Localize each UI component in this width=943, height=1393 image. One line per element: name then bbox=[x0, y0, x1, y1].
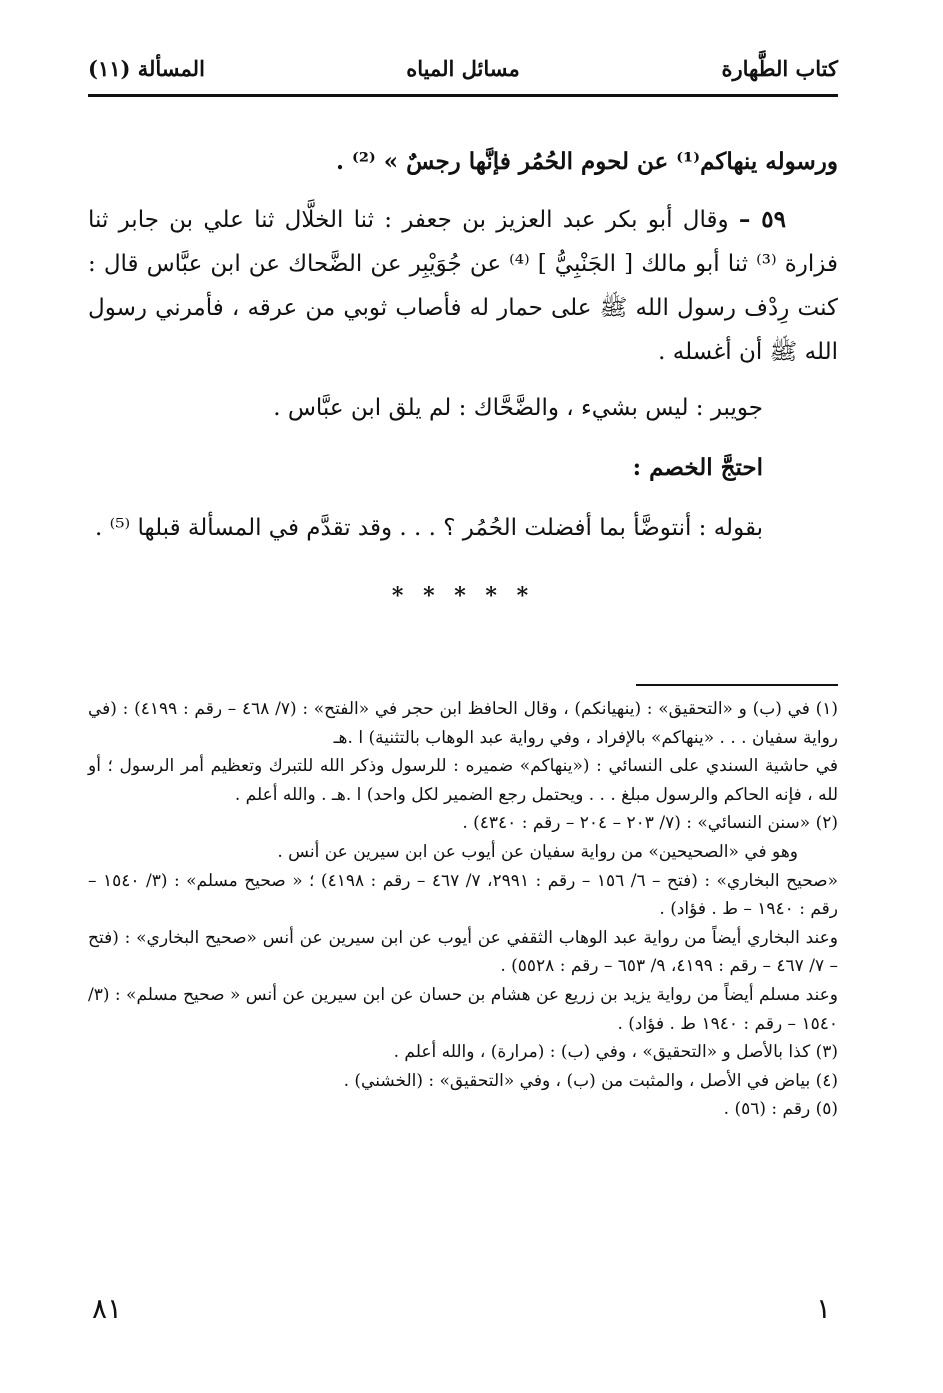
footnote-2-line: وهو في «الصحيحين» من رواية سفيان عن أيوب عن ابن سيرين عن أنس . bbox=[277, 841, 798, 862]
footnotes bbox=[88, 695, 838, 1124]
hadith-number: ٥٩ – bbox=[738, 206, 787, 233]
section-title: مسائل المياه bbox=[406, 56, 520, 81]
page-header bbox=[88, 52, 838, 88]
footnote-1: (١) في (ب) و «التحقيق» : (ينهيانكم) ، وقال الحافظ ابن حجر في «الفتح» : (٧/ ٤٦٨ – رقم : ٤١٩٩) : (في رواية سفيان . . . «ينهاكم» بالإفراد ، وفي رواية عبد الوهاب بالتثنية) ا .هـ bbox=[88, 699, 838, 748]
paragraph-opponent-heading: احتجَّ الخصم : bbox=[632, 454, 763, 481]
issue-label: المسألة (١١) bbox=[88, 56, 205, 81]
footnote-1-continued: في حاشية السندي على النسائي : («ينهاكم» ضميره : للرسول وذكر الله للتبرك وتعظيم أمر الرسول ؛ أو لله ، فإنه الحاكم والرسول مبلغ . . . ويحتمل رجع الضمير لكل واحد) ا .هـ . والله أعلم . bbox=[88, 756, 838, 805]
footnote-2-line: وعند البخاري أيضاً من رواية عبد الوهاب الثقفي عن أيوب عن ابن سيرين عن أنس «صحيح البخاري» : (فتح – ٧/ ٤٦٧ – رقم : ٤١٩٩، ٩/ ٦٥٣ – رقم : ٥٥٢٨) . bbox=[88, 927, 838, 977]
hadith-59-text: وقال أبو بكر عبد العزيز بن جعفر : ثنا الخلَّال ثنا علي بن جابر ثنا فزارة ⁽³⁾ ثنا أبو مالك [ الجَنْبِيُّ ] ⁽⁴⁾ عن جُوَيْبِر عن الضَّحاك عن ابن عبَّاس قال : كنت رِدْف رسول الله ﷺ على حمار له فأصاب ثوبي من عرقه ، فأمرني رسول الله ﷺ أن أغسله . bbox=[88, 207, 838, 365]
footnote-4: (٤) بياض في الأصل ، والمثبت من (ب) ، وفي «التحقيق» : (الخشني) . bbox=[343, 1070, 838, 1091]
paragraph-narrator-note: جويبر : ليس بشيء ، والضَّحَّاك : لم يلق ابن عبَّاس . bbox=[273, 395, 763, 421]
footnote-rule bbox=[636, 684, 838, 686]
footnote-5: (٥) رقم : (٥٦) . bbox=[723, 1099, 838, 1120]
footnote-2-line: وعند مسلم أيضاً من رواية يزيد بن زريع عن هشام بن حسان عن ابن سيرين عن أنس « صحيح مسلم» : (٣/ ١٥٤٠ – رقم : ١٩٤٠ ط . فؤاد) . bbox=[88, 984, 838, 1034]
page-number: ٨١ bbox=[92, 1292, 123, 1325]
main-text bbox=[88, 140, 838, 618]
paragraph-59 bbox=[88, 198, 838, 374]
footnote-2-line: «صحيح البخاري» : (فتح – ٦/ ١٥٦ – رقم : ٢٩٩١، ٧/ ٤٦٧ – رقم : ٤١٩٨) ؛ « صحيح مسلم» : (٣/ ١٥٤٠ – رقم : ١٩٤٠ – ط . فؤاد) . bbox=[88, 870, 839, 920]
header-rule bbox=[88, 94, 838, 97]
signature-mark: ١ bbox=[815, 1292, 831, 1325]
section-separator: * * * * * bbox=[391, 583, 535, 609]
paragraph-hadith-end: ورسوله ينهاكم⁽¹⁾ عن لحوم الحُمُر فإنَّها رجسٌ » ⁽²⁾ . bbox=[335, 148, 838, 175]
paragraph-opponent-argument: بقوله : أنتوضَّأ بما أفضلت الحُمُر ؟ . . . وقد تقدَّم في المسألة قبلها ⁽⁵⁾ . bbox=[94, 515, 763, 541]
footnote-3: (٣) كذا بالأصل و «التحقيق» ، وفي (ب) : (مرارة) ، والله أعلم . bbox=[393, 1042, 838, 1063]
book-title: كتاب الطَّهارة bbox=[721, 56, 838, 81]
footnote-2: (٢) «سنن النسائي» : (٧/ ٢٠٣ – ٢٠٤ – رقم : ٤٣٤٠) . bbox=[462, 813, 838, 834]
